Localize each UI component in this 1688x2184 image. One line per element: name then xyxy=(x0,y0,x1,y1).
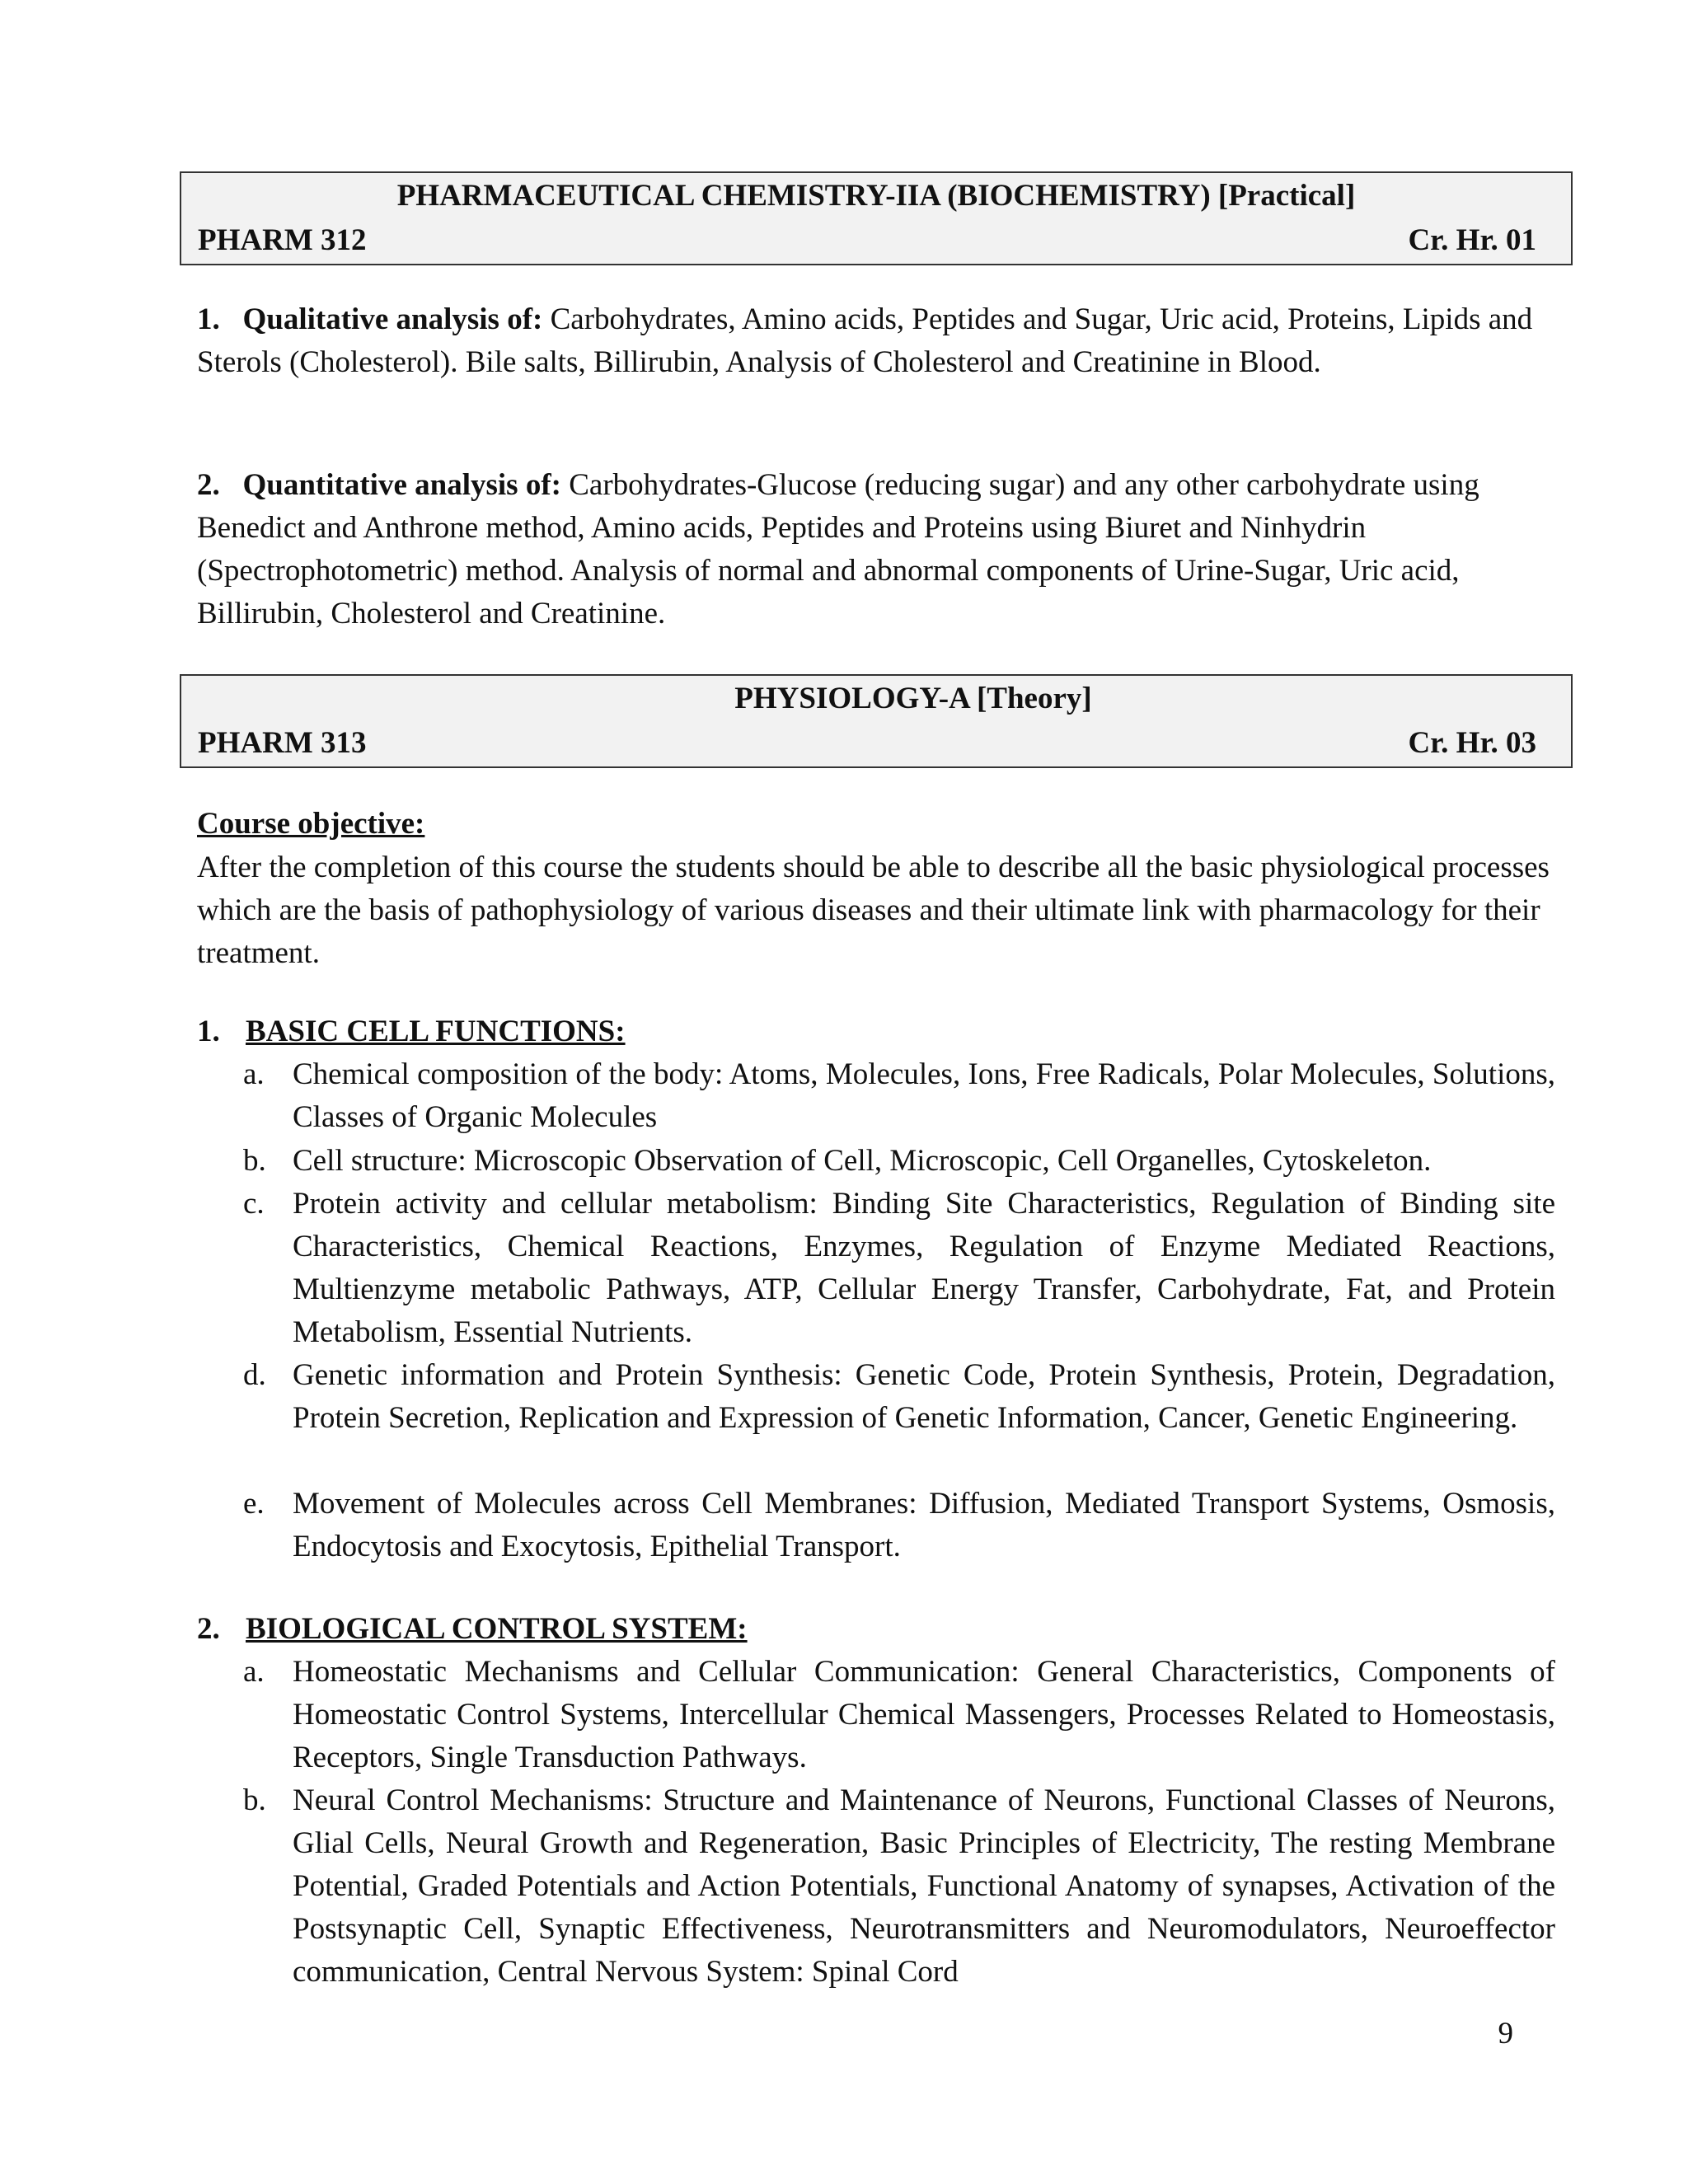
course-credit-hours: Cr. Hr. 03 xyxy=(1408,726,1536,760)
quantitative-analysis-text: Carbohydrates-Glucose (reducing sugar) and any other carbohydrate using Benedict and Anthrone method, Amino acids, Peptides and Proteins using Biuret and Ninhydrin (Spectrophotometric) method. Analysis of normal and abnormal components of Urine-Sugar, Uric acid, Billirubin, Cholesterol and Creatinine. xyxy=(197,468,1479,630)
quantitative-analysis-paragraph xyxy=(197,464,1557,635)
list-marker: b. xyxy=(243,1144,266,1178)
topic-title: BIOLOGICAL CONTROL SYSTEM: xyxy=(246,1612,748,1646)
qualitative-analysis-label: 1. Qualitative analysis of: xyxy=(197,302,543,336)
list-item-text: Protein activity and cellular metabolism: Binding Site Characteristics, Regulation of Binding site Characteristics, Chemical Reactions, Enzymes, Regulation of Enzyme Mediated Reactions, Multienzyme metabolic Pathways, ATP, Cellular Energy Transfer, Carbohydrate, Fat, and Protein Metabolism, Essential Nutrients. xyxy=(293,1187,1555,1349)
course-credit-hours: Cr. Hr. 01 xyxy=(1408,223,1536,257)
course-header-box-pharm-312 xyxy=(180,171,1573,265)
list-item xyxy=(243,1053,1555,1139)
list-item xyxy=(243,1183,1555,1354)
topic-number: 2. xyxy=(197,1612,220,1646)
list-marker: b. xyxy=(243,1783,266,1817)
list-item xyxy=(243,1140,1555,1183)
topic-heading-basic-cell-functions xyxy=(197,1014,626,1049)
list-marker: c. xyxy=(243,1187,265,1221)
qualitative-analysis-paragraph xyxy=(197,298,1557,384)
quantitative-analysis-label: 2. Quantitative analysis of: xyxy=(197,468,561,502)
course-header-box-pharm-313 xyxy=(180,674,1573,768)
course-title: PHYSIOLOGY-A [Theory] xyxy=(734,682,1092,715)
topic-heading-biological-control-system xyxy=(197,1611,748,1647)
course-objective-heading: Course objective: xyxy=(197,807,425,841)
topic-number: 1. xyxy=(197,1015,220,1048)
course-objective-text: After the completion of this course the students should be able to describe all the basic physiological processes which are the basis of pathophysiology of various diseases and their ultimate link with pharmacology for their treatment. xyxy=(197,851,1550,970)
page-number: 9 xyxy=(1498,2017,1513,2050)
course-code: PHARM 313 xyxy=(198,726,367,760)
list-item-text: Genetic information and Protein Synthesis: Genetic Code, Protein Synthesis, Protein, Degradation, Protein Secretion, Replication and Expression of Genetic Information, Cancer, Genetic Engineering. xyxy=(293,1358,1555,1435)
list-item-text: Cell structure: Microscopic Observation of Cell, Microscopic, Cell Organelles, Cytoskeleton. xyxy=(293,1144,1432,1178)
list-item xyxy=(243,1483,1555,1568)
list-marker: a. xyxy=(243,1057,265,1091)
list-item-text: Homeostatic Mechanisms and Cellular Communication: General Characteristics, Components of Homeostatic Control Systems, Intercellular Chemical Massengers, Processes Related to Homeostasis, Receptors, Single Transduction Pathways. xyxy=(293,1655,1555,1774)
list-marker: e. xyxy=(243,1487,265,1521)
list-item-text: Neural Control Mechanisms: Structure and Maintenance of Neurons, Functional Classes of Neurons, Glial Cells, Neural Growth and Regeneration, Basic Principles of Electricity, The resting Membrane Potential, Graded Potentials and Action Potentials, Functional Anatomy of synapses, Activation of the Postsynaptic Cell, Synaptic Effectiveness, Neurotransmitters and Neuromodulators, Neuroeffector communication, Central Nervous System: Spinal Cord xyxy=(293,1783,1555,1989)
qualitative-analysis-text: Carbohydrates, Amino acids, Peptides and Sugar, Uric acid, Proteins, Lipids and Sterols (Cholesterol). Bile salts, Billirubin, Analysis of Cholesterol and Creatinine in Blood. xyxy=(197,302,1533,379)
list-item xyxy=(243,1354,1555,1440)
course-code: PHARM 312 xyxy=(198,223,367,257)
list-item xyxy=(243,1779,1555,1994)
course-title: PHARMACEUTICAL CHEMISTRY-IIA (BIOCHEMISTRY) [Practical] xyxy=(396,179,1356,213)
list-item-text: Chemical composition of the body: Atoms, Molecules, Ions, Free Radicals, Polar Molecules, Solutions, Classes of Organic Molecules xyxy=(293,1057,1555,1134)
topic-title: BASIC CELL FUNCTIONS: xyxy=(246,1015,626,1048)
list-marker: d. xyxy=(243,1358,266,1392)
list-marker: a. xyxy=(243,1655,265,1689)
list-item xyxy=(243,1651,1555,1779)
list-item-text: Movement of Molecules across Cell Membranes: Diffusion, Mediated Transport Systems, Osmosis, Endocytosis and Exocytosis, Epithelial Transport. xyxy=(293,1487,1555,1563)
